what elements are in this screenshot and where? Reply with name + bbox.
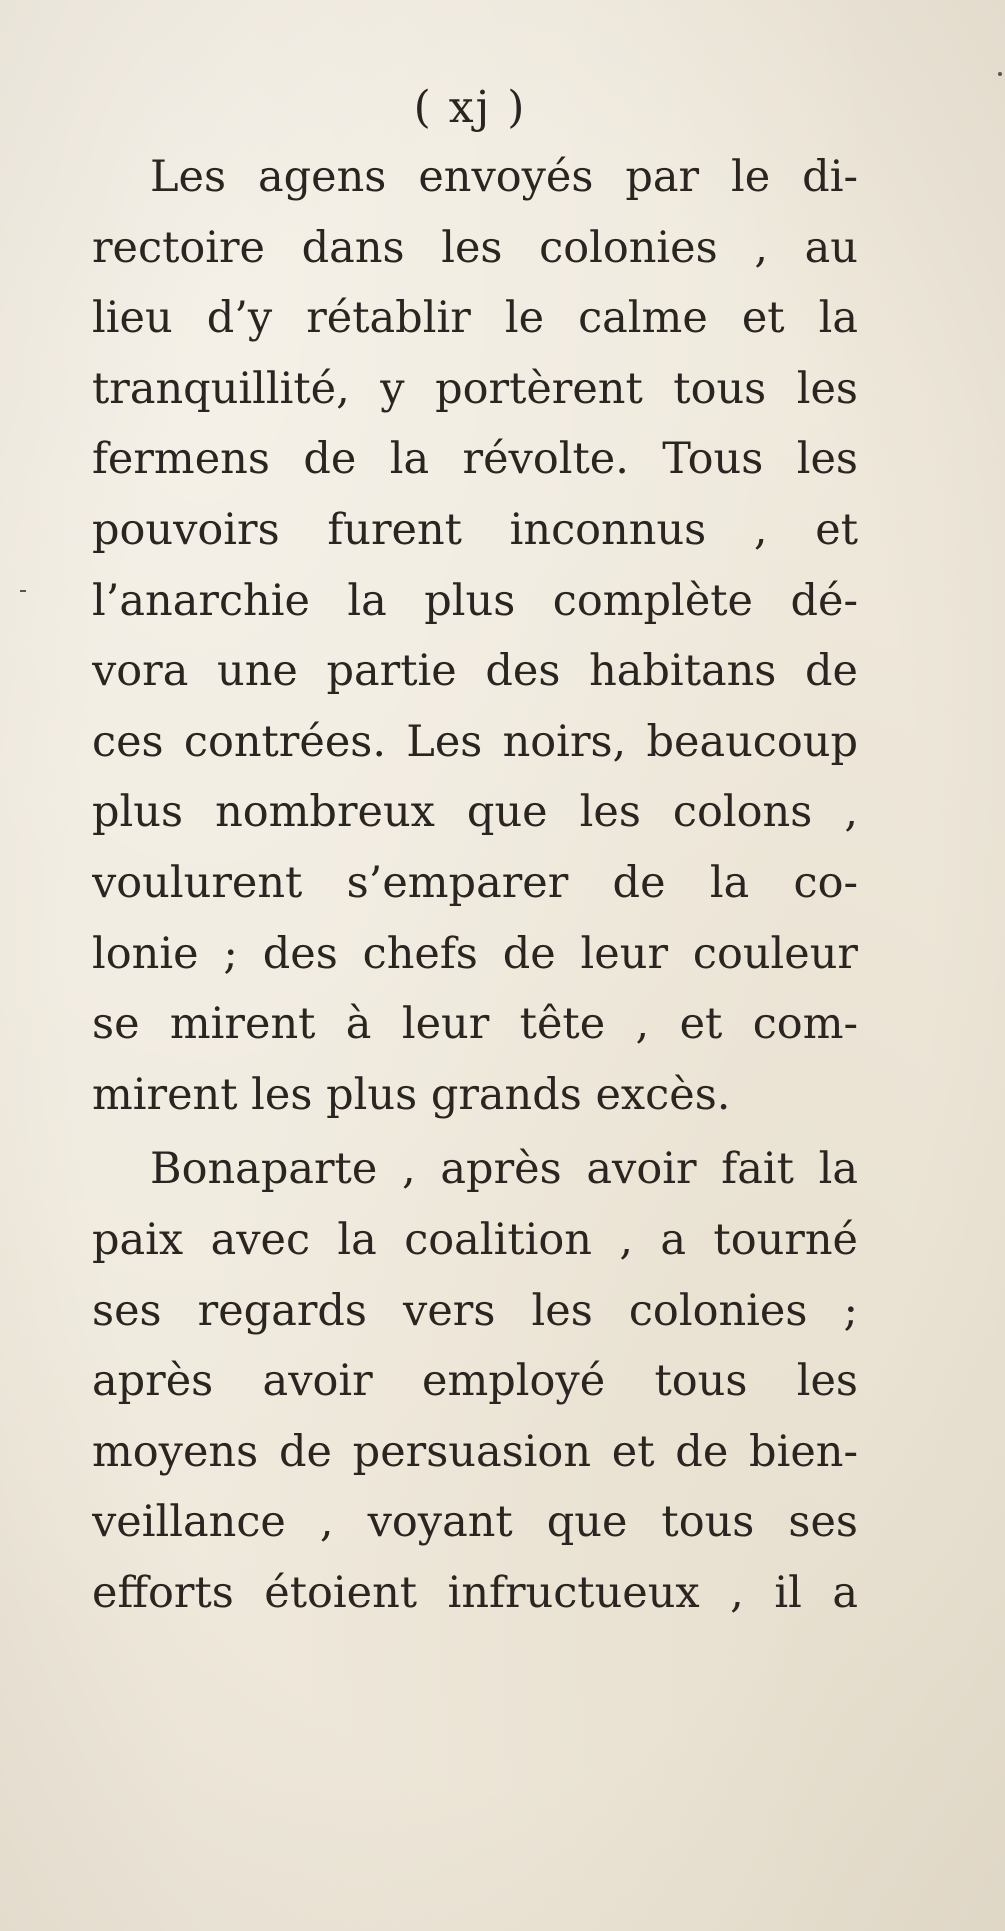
text-line: moyens de persuasion et de bien- xyxy=(92,1426,858,1477)
text-line: vora une partie des habitans de xyxy=(92,646,858,697)
text-line: après avoir employé tous les xyxy=(92,1356,858,1407)
text-line: lieu d’y rétablir le calme et la xyxy=(92,293,858,344)
text-line: se mirent à leur tête , et com- xyxy=(92,999,858,1050)
text-line: ses regards vers les colonies ; xyxy=(92,1285,858,1336)
text-line: veillance , voyant que tous ses xyxy=(92,1497,858,1548)
text-line: pouvoirs furent inconnus , et xyxy=(92,504,858,555)
text-line: paix avec la coalition , a tourné xyxy=(92,1214,858,1265)
page-number-header: ( xj ) xyxy=(413,82,527,133)
text-line: tranquillité, y portèrent tous les xyxy=(92,363,858,414)
text-line: Bonaparte , après avoir fait la xyxy=(150,1144,858,1195)
text-line: voulurent s’emparer de la co- xyxy=(92,857,858,908)
margin-speck xyxy=(998,72,1002,76)
body-text xyxy=(92,142,858,1628)
text-line: Les agens envoyés par le di- xyxy=(150,152,858,202)
text-line: lonie ; des chefs de leur couleur xyxy=(92,928,858,979)
text-line: l’anarchie la plus complète dé- xyxy=(92,575,858,626)
text-line: mirent les plus grands excès. xyxy=(92,1069,731,1120)
text-line: fermens de la révolte. Tous les xyxy=(92,434,858,485)
text-line: rectoire dans les colonies , au xyxy=(92,222,858,273)
text-line: ces contrées. Les noirs, beaucoup xyxy=(92,716,858,767)
text-line: efforts étoient infructueux , il a xyxy=(92,1567,858,1618)
margin-speck xyxy=(20,590,26,592)
text-line: plus nombreux que les colons , xyxy=(92,787,858,838)
